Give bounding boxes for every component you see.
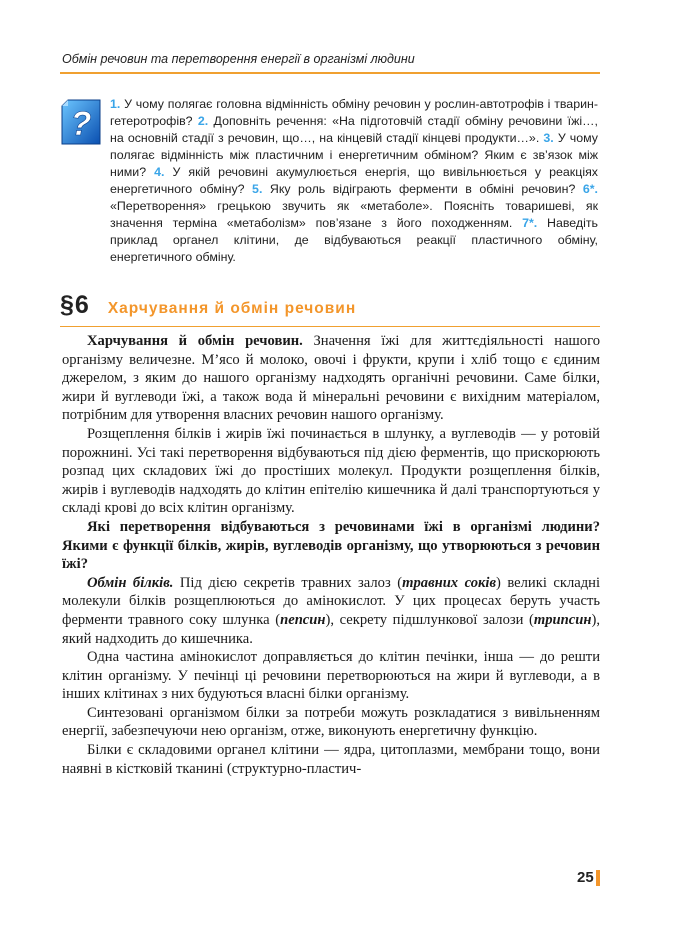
- question-text: «Перетворення» грецькою звучить як «метаболе». Поясніть товаришеві, як значення терміна «метаболізм» пов’язане з його походженням.: [110, 199, 598, 230]
- question-text: Яку роль відіграють ферменти в обміні речовин?: [269, 182, 576, 196]
- section-title: Харчування й обмін речовин: [107, 300, 357, 317]
- term: пепсин: [280, 611, 326, 628]
- term: травних соків: [402, 574, 496, 591]
- svg-text:?: ?: [70, 105, 92, 143]
- section-body: [62, 332, 600, 778]
- question-icon: [60, 98, 102, 146]
- paragraph: Розщеплення білків і жирів їжі починається в шлунку, а вуглеводів — у ротовій порожнині. Усі такі перетворення відбуваються під дією ферментів, що прискорюють розпад цих складових їжі до простіших молекул. Продукти розщеплення білків, жирів і вуглеводів надходять до клітин епітелію кишечника й далі транспортуються у складі крові до всіх клітин організму.: [62, 425, 600, 517]
- paragraph-text: ) великі складні молекули білків розщеплюються до амінокислот. У цих процесах беруть участь ферменти травного соку шлунка (: [62, 574, 601, 628]
- paragraph: [62, 574, 600, 648]
- paragraph: Білки є складовими органел клітини — ядра, цитоплазми, мембрани тощо, вони наявні в кістковій тканині (структурно-пластич-: [62, 742, 600, 777]
- question-number: 3.: [543, 131, 554, 145]
- question-text: Наведіть приклад органел клітини, де відбуваються реакції пластичного обміну, енергетичного обміну.: [110, 216, 599, 264]
- term: трипсин: [533, 611, 592, 628]
- paragraph: Синтезовані організмом білки за потреби можуть розкладатися з вивільненням енергії, забезпечуючи нею організм, отже, виконують енергетичну функцію.: [62, 704, 600, 740]
- question-text: Доповніть речення: «На підготовчій стадії обміну речовини їжі…, на основній стадії з речовин, що…, на кінцевій стадії кінцеві продукти…».: [110, 114, 598, 145]
- paragraph-lead: Обмін білків.: [87, 574, 174, 591]
- paragraph-text: Під дією секретів травних залоз (: [173, 574, 403, 591]
- question-number: 1.: [110, 97, 121, 111]
- paragraph-lead: Харчування й обмін речовин.: [87, 333, 303, 349]
- paragraph-text: Значення їжі для життєдіяльності нашого організму величезне. М’ясо й молоко, овочі і фрукти, крупи і хліб тощо є єдиним джерелом, з яким до нашого організму надходять органічні речовини. Саме білки, жири й вуглеводи їжі, а також вода й мінеральні речовини є вихідним матеріалом, потрібним для утворення власних речовин нашого організму.: [62, 333, 600, 424]
- section-number: §6: [60, 291, 90, 319]
- page-number: 25: [577, 869, 594, 886]
- question-text: У якій речовині акумулюється енергія, що вивільнюється у реакціях енергетичного обміну?: [110, 165, 598, 196]
- section-heading: [60, 291, 356, 325]
- header-rule: [60, 72, 600, 74]
- running-header: Обмін речовин та перетворення енергії в організмі людини: [62, 52, 415, 66]
- question-text: У чому полягає відмінність між пластичним і енергетичним обміном? Яким є зв’язок між ними?: [110, 131, 598, 179]
- section-rule: [60, 326, 600, 327]
- question-number: 6*.: [582, 182, 598, 196]
- question-text: У чому полягає головна відмінність обміну речовин у рослин-автотрофів і тварин-гетеротрофів?: [110, 97, 598, 128]
- paragraph: [62, 332, 600, 425]
- paragraph: Одна частина амінокислот доправляється до клітин печінки, інша — до решти клітин організму. У печінці ці речовини перетворюються на жири й вуглеводи, а в інших клітинах з них будуються власні білки організму.: [62, 649, 600, 703]
- question-number: 4.: [154, 165, 165, 179]
- paragraph-text: ), секрету підшлункової залози (: [325, 611, 534, 628]
- paragraph-text: ), який надходить до кишечника.: [62, 611, 600, 647]
- question-number: 2.: [197, 114, 209, 128]
- page-marker: [596, 870, 600, 886]
- question-number: 5.: [252, 182, 263, 196]
- review-questions: [110, 96, 598, 266]
- question-number: 7*.: [522, 216, 538, 230]
- question-paragraph: Які перетворення відбуваються з речовинами їжі в організмі людини? Якими є функції білків, жирів, вуглеводів організму, що утворюються з речовин їжі?: [62, 518, 600, 573]
